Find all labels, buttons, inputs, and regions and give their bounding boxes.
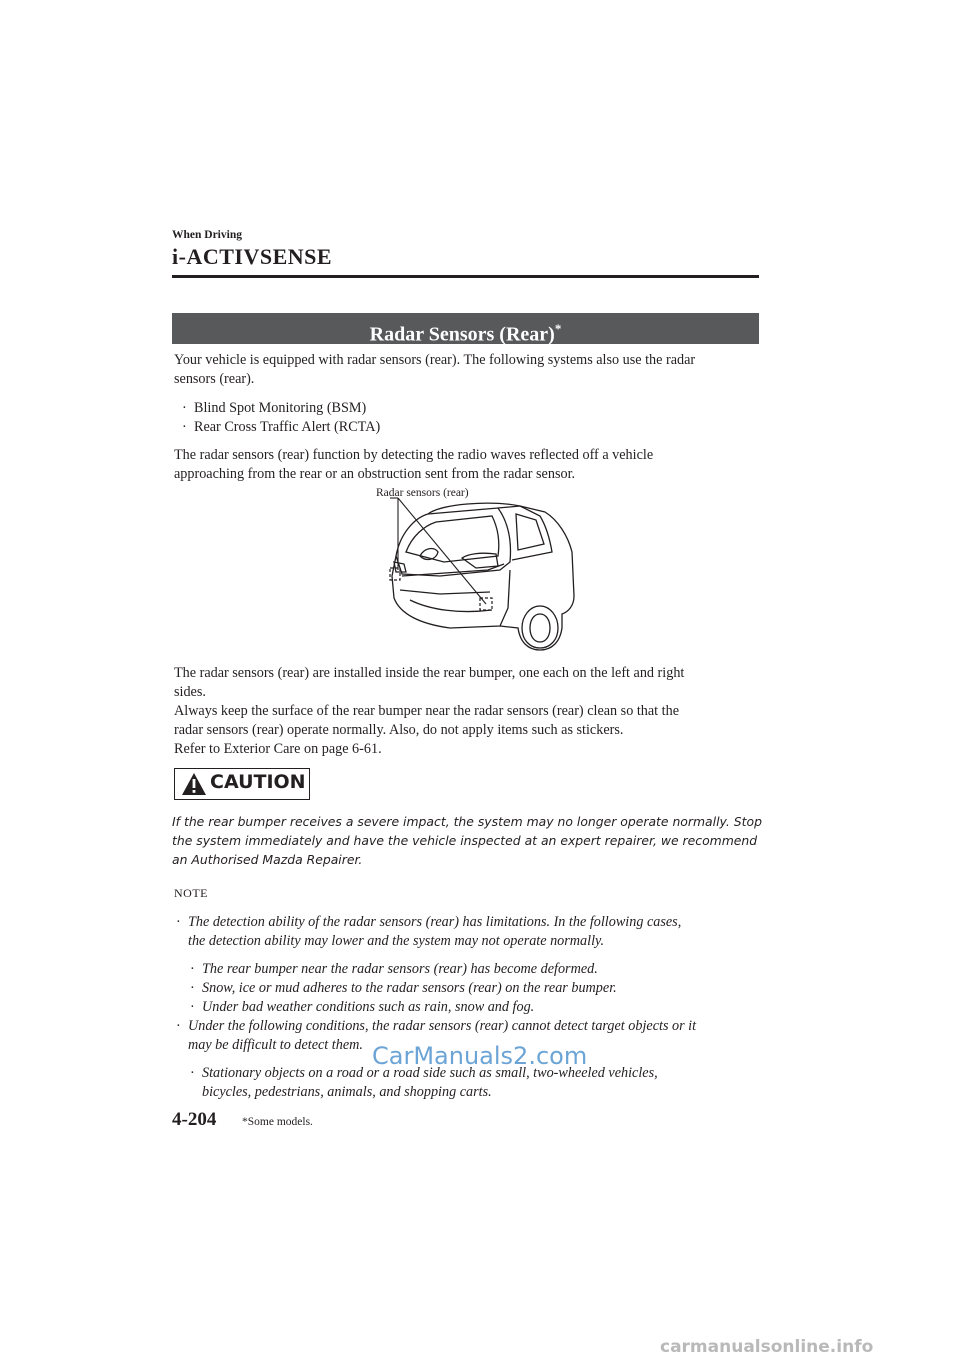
- note-subitem-weather: [190, 998, 770, 1017]
- install-line-1: The radar sensors (rear) are installed inside the rear bumper, one each on the left and right: [174, 665, 685, 681]
- bullet-text: Blind Spot Monitoring (BSM): [194, 400, 367, 416]
- watermark-bottom: carmanualsonline.info: [660, 1337, 874, 1357]
- note-subitem-deformed: [190, 960, 770, 979]
- install-line-2: sides.: [174, 684, 206, 700]
- install-line-4: radar sensors (rear) operate normally. Also, do not apply items such as stickers.: [174, 722, 624, 738]
- note-item-2-line-1: Under the following conditions, the radar sensors (rear) cannot detect target objects or it: [188, 1018, 697, 1034]
- section-title: Radar Sensors (Rear): [369, 323, 555, 346]
- bullet-dot-icon: ·: [190, 961, 195, 977]
- bullet-dot-icon: ·: [182, 400, 187, 416]
- note-subitem-text: Snow, ice or mud adheres to the radar sensors (rear) on the rear bumper.: [202, 980, 617, 996]
- caution-line-1: If the rear bumper receives a severe impact, the system may no longer operate normally. Stop: [172, 814, 762, 829]
- title-bar: [172, 313, 759, 344]
- function-line-1: The radar sensors (rear) function by detecting the radio waves reflected off a vehicle: [174, 447, 654, 463]
- install-line-3: Always keep the surface of the rear bumper near the radar sensors (rear) clean so that the: [174, 703, 679, 719]
- bullet-text: Rear Cross Traffic Alert (RCTA): [194, 419, 381, 435]
- warning-triangle-icon: [181, 772, 207, 796]
- bullet-bsm: [182, 399, 366, 418]
- intro-line-1: Your vehicle is equipped with radar sensors (rear). The following systems also use the radar: [174, 352, 696, 368]
- bullet-dot-icon: ·: [176, 914, 181, 930]
- chapter-title: i-ACTIVSENSE: [172, 244, 333, 269]
- caution-label: CAUTION: [210, 771, 306, 793]
- note-subitem-text: Under bad weather conditions such as rain, snow and fog.: [202, 999, 535, 1015]
- car-rear-illustration: [380, 486, 580, 658]
- caution-body: [172, 812, 762, 869]
- note-subitem-snow: [190, 979, 770, 998]
- note-item-1: [176, 913, 756, 951]
- intro-line-2: sensors (rear).: [174, 371, 255, 387]
- note-subitem-line-2: bicycles, pedestrians, animals, and shopping carts.: [202, 1084, 492, 1100]
- bullet-dot-icon: ·: [190, 980, 195, 996]
- caution-line-2: the system immediately and have the vehicle inspected at an expert repairer, we recommend: [172, 833, 758, 848]
- note-subitem-line-1: Stationary objects on a road or a road side such as small, two-wheeled vehicles,: [202, 1065, 658, 1081]
- caution-line-3: an Authorised Mazda Repairer.: [172, 852, 363, 867]
- bullet-dot-icon: ·: [176, 1018, 181, 1034]
- bullet-dot-icon: ·: [190, 1065, 195, 1081]
- bullet-rcta: [182, 418, 380, 437]
- note-subitem-text: The rear bumper near the radar sensors (rear) has become deformed.: [202, 961, 598, 977]
- section-label: When Driving: [172, 229, 242, 241]
- function-line-2: approaching from the rear or an obstruction sent from the radar sensor.: [174, 466, 576, 482]
- bullet-dot-icon: ·: [190, 999, 195, 1015]
- note-label: NOTE: [174, 886, 208, 900]
- footnote: *Some models.: [242, 1116, 313, 1128]
- exterior-care-reference: Refer to Exterior Care on page 6-61.: [174, 741, 382, 757]
- some-models-asterisk: *: [554, 321, 562, 336]
- note-item-1-line-1: The detection ability of the radar sensors (rear) has limitations. In the following cases,: [188, 914, 682, 930]
- header-rule: [172, 275, 759, 278]
- bullet-dot-icon: ·: [182, 419, 187, 435]
- note-item-2-line-2: may be difficult to detect them.: [188, 1037, 363, 1053]
- note-item-1-line-2: the detection ability may lower and the system may not operate normally.: [188, 933, 605, 949]
- page-number: 4-204: [172, 1109, 217, 1130]
- watermark-center: CarManuals2.com: [372, 1042, 588, 1070]
- figure-label: Radar sensors (rear): [376, 487, 469, 499]
